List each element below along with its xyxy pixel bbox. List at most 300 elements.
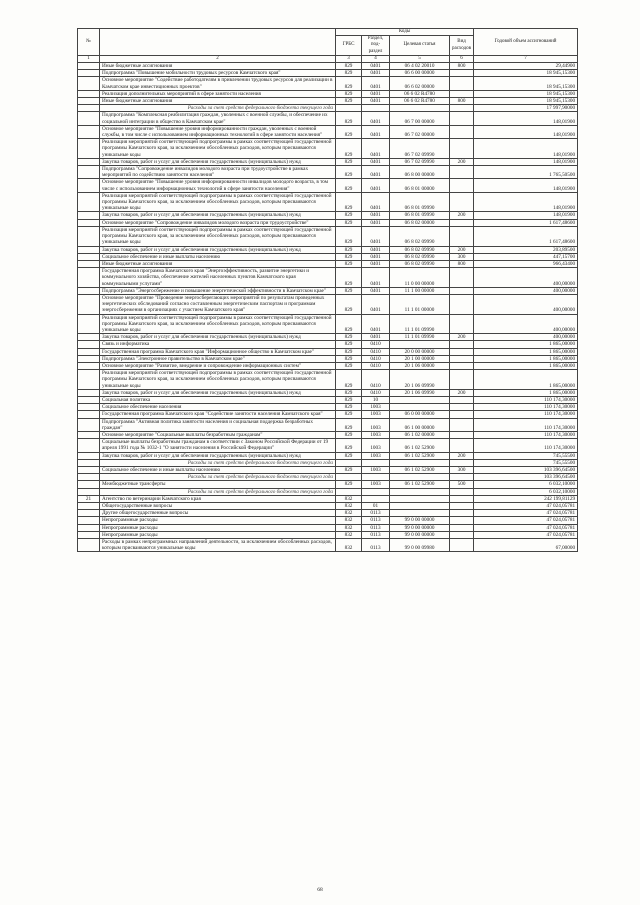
row-number-cell — [78, 246, 100, 253]
row-name-cell: Подпрограмма "Повышение мобильности трудовых ресурсов Камчатского края" — [100, 70, 336, 77]
row-vid-cell — [450, 431, 474, 438]
row-article-cell: 06 6 02 00000 — [390, 77, 450, 90]
row-grbs-cell: 829 — [336, 314, 362, 334]
header-total: Годовой объем ассигнований — [474, 29, 578, 56]
row-number-cell — [78, 524, 100, 531]
row-grbs-cell: 829 — [336, 192, 362, 212]
row-number-cell — [78, 314, 100, 334]
row-article-cell: 99 0 00 00000 — [390, 524, 450, 531]
row-grbs-cell: 829 — [336, 253, 362, 260]
row-amount-cell: 29,44900 — [474, 63, 578, 70]
row-name-cell: Подпрограмма "Комплексная реабилитация граждан, уволенных с военной службы, и обеспечение их социальной интеграции в общество в Камчатском крае" — [100, 112, 336, 125]
row-amount-cell: 47 024,05781 — [474, 503, 578, 510]
row-amount-cell: 745,55500 — [474, 459, 578, 466]
row-number-cell — [78, 517, 100, 524]
row-section-cell: 0401 — [362, 63, 390, 70]
row-grbs-cell: 829 — [336, 98, 362, 105]
row-grbs-cell: 832 — [336, 539, 362, 552]
row-name-cell: Социальная политика — [100, 396, 336, 403]
row-number-cell — [78, 370, 100, 390]
table-row — [78, 341, 578, 348]
row-grbs-cell: 829 — [336, 139, 362, 159]
row-name-cell: Закупка товаров, работ и услуг для обеспечения государственных (муниципальных) нужд — [100, 158, 336, 165]
row-vid-cell — [450, 396, 474, 403]
row-article-cell: 20 1 06 00000 — [390, 362, 450, 369]
table-row — [78, 77, 578, 90]
row-number-cell — [78, 439, 100, 452]
row-grbs-cell: 829 — [336, 418, 362, 431]
row-section-cell: 0410 — [362, 355, 390, 362]
row-vid-cell: 200 — [450, 212, 474, 219]
row-vid-cell — [450, 287, 474, 294]
row-number-cell: 21 — [78, 495, 100, 502]
row-article-cell — [390, 404, 450, 411]
row-number-cell — [78, 268, 100, 288]
row-section-cell: 0401 — [362, 314, 390, 334]
row-amount-cell: 47 024,05781 — [474, 531, 578, 538]
table-row — [78, 90, 578, 97]
row-article-cell: 06 7 02 09990 — [390, 139, 450, 159]
row-article-cell: 06 1 02 52900 — [390, 439, 450, 452]
row-name-cell: Подпрограмма "Активная политика занятости населения и социальная поддержка безработных граждан" — [100, 418, 336, 431]
table-row — [78, 370, 578, 390]
row-name-cell: Социальное обеспечение и иные выплаты населению — [100, 253, 336, 260]
row-amount-cell: 203,89500 — [474, 246, 578, 253]
row-number-cell — [78, 348, 100, 355]
row-name-cell: Основное мероприятие "Повышение уровня информированности граждан, уволенных с военной службы, в том числе с использованием информационных технологий в сфере занятости населения" — [100, 125, 336, 138]
row-number-cell — [78, 411, 100, 418]
row-name-cell: Основное мероприятие "Развитие, внедрение и сопровождение информационных систем" — [100, 362, 336, 369]
table-row — [78, 389, 578, 396]
table-row — [78, 125, 578, 138]
header-name — [100, 29, 336, 56]
row-amount-cell: 400,00000 — [474, 294, 578, 314]
table-row — [78, 260, 578, 267]
row-grbs-cell: 829 — [336, 467, 362, 474]
row-grbs-cell: 829 — [336, 90, 362, 97]
row-number-cell — [78, 539, 100, 552]
table-row — [78, 524, 578, 531]
table-row — [78, 452, 578, 459]
row-vid-cell — [450, 355, 474, 362]
table-row — [78, 226, 578, 246]
row-vid-cell — [450, 314, 474, 334]
row-name-cell: Непрограммные расходы — [100, 517, 336, 524]
row-number-cell — [78, 63, 100, 70]
row-section-cell: 0401 — [362, 212, 390, 219]
row-amount-cell: 103 396,64500 — [474, 467, 578, 474]
row-vid-cell — [450, 348, 474, 355]
row-section-cell: 0401 — [362, 268, 390, 288]
row-grbs-cell: 832 — [336, 531, 362, 538]
row-section-cell: 0401 — [362, 139, 390, 159]
row-amount-cell: 67,00000 — [474, 539, 578, 552]
row-article-cell: 06 1 02 52900 — [390, 481, 450, 488]
row-vid-cell — [450, 411, 474, 418]
row-name-cell: Непрограммные расходы — [100, 531, 336, 538]
row-number-cell — [78, 503, 100, 510]
row-grbs-cell: 829 — [336, 362, 362, 369]
row-amount-cell: 1 865,00000 — [474, 362, 578, 369]
table-row — [78, 411, 578, 418]
row-article-cell: 06 8 00 00000 — [390, 166, 450, 179]
row-section-cell: 0410 — [362, 389, 390, 396]
row-article-cell: 06 6 00 00000 — [390, 70, 450, 77]
row-amount-cell: 1 865,00000 — [474, 389, 578, 396]
row-number-cell — [78, 212, 100, 219]
row-section-cell: 0113 — [362, 510, 390, 517]
row-vid-cell — [450, 539, 474, 552]
row-vid-cell — [450, 341, 474, 348]
row-article-cell — [390, 488, 450, 495]
header-num: № — [78, 29, 100, 56]
row-amount-cell: 966,43400 — [474, 260, 578, 267]
row-amount-cell: 745,55500 — [474, 452, 578, 459]
row-section-cell: 0401 — [362, 260, 390, 267]
table-row — [78, 70, 578, 77]
index-cell: 7 — [474, 55, 578, 62]
row-name-cell: Агентство по ветеринарии Камчатского края — [100, 495, 336, 502]
row-section-cell: 1003 — [362, 439, 390, 452]
row-section-cell: 0401 — [362, 166, 390, 179]
row-article-cell: 06 8 02 09990 — [390, 246, 450, 253]
row-name-cell: Основное мероприятие "Содействие работодателям в привлечении трудовых ресурсов для реализации в Камчатском крае инвестиционных проектов" — [100, 77, 336, 90]
row-amount-cell: 1 865,00000 — [474, 355, 578, 362]
row-name-cell: Государственная программа Камчатского края "Энергоэффективность, развитие энергетики и коммунального хозяйства, обеспечение жителей населенных пунктов Камчатского края коммунальными услугами" — [100, 268, 336, 288]
table-row — [78, 431, 578, 438]
row-vid-cell — [450, 166, 474, 179]
table-row — [78, 481, 578, 488]
header-article: Целевая статья — [390, 36, 450, 56]
table-row — [78, 467, 578, 474]
table-row — [78, 212, 578, 219]
row-vid-cell: 300 — [450, 253, 474, 260]
row-vid-cell — [450, 362, 474, 369]
row-amount-cell: 6 032,10000 — [474, 488, 578, 495]
row-vid-cell: 200 — [450, 334, 474, 341]
row-amount-cell: 6 032,10000 — [474, 481, 578, 488]
row-section-cell: 0113 — [362, 517, 390, 524]
row-number-cell — [78, 260, 100, 267]
row-number-cell — [78, 70, 100, 77]
row-section-cell: 1003 — [362, 431, 390, 438]
row-article-cell: 06 8 01 09990 — [390, 192, 450, 212]
row-article-cell: 11 1 01 09990 — [390, 334, 450, 341]
row-grbs-cell: 829 — [336, 452, 362, 459]
row-amount-cell: 18 945,15300 — [474, 70, 578, 77]
row-number-cell — [78, 341, 100, 348]
row-vid-cell — [450, 404, 474, 411]
row-grbs-cell: 829 — [336, 63, 362, 70]
row-section-cell: 0401 — [362, 246, 390, 253]
row-grbs-cell: 829 — [336, 158, 362, 165]
header-codes: Коды — [336, 29, 474, 36]
row-number-cell — [78, 77, 100, 90]
row-amount-cell: 1 765,50500 — [474, 166, 578, 179]
row-vid-cell — [450, 90, 474, 97]
note-row — [78, 474, 578, 481]
row-section-cell — [362, 474, 390, 481]
row-article-cell: 06 8 02 09990 — [390, 260, 450, 267]
row-amount-cell: 400,00000 — [474, 268, 578, 288]
row-number-cell — [78, 418, 100, 431]
row-section-cell: 0410 — [362, 348, 390, 355]
table-row — [78, 253, 578, 260]
row-section-cell: 0401 — [362, 219, 390, 226]
row-grbs-cell: 829 — [336, 246, 362, 253]
row-section-cell: 0401 — [362, 70, 390, 77]
row-vid-cell — [450, 531, 474, 538]
row-name-cell: Социальное обеспечение населения — [100, 404, 336, 411]
row-section-cell: 0401 — [362, 125, 390, 138]
row-name-cell: Межбюджетные трансферты — [100, 481, 336, 488]
index-cell: 2 — [100, 55, 336, 62]
table-row — [78, 439, 578, 452]
row-grbs-cell — [336, 459, 362, 466]
row-number-cell — [78, 105, 100, 112]
note-row — [78, 488, 578, 495]
table-row — [78, 348, 578, 355]
row-vid-cell: 300 — [450, 467, 474, 474]
row-article-cell — [390, 510, 450, 517]
row-vid-cell — [450, 510, 474, 517]
table-row — [78, 531, 578, 538]
row-amount-cell: 1 865,00000 — [474, 348, 578, 355]
row-vid-cell — [450, 495, 474, 502]
row-name-cell: Закупка товаров, работ и услуг для обеспечения государственных (муниципальных) нужд — [100, 246, 336, 253]
table-row — [78, 503, 578, 510]
row-name-cell: Подпрограмма "Энергосбережение и повышение энергетической эффективности в Камчатском крае" — [100, 287, 336, 294]
row-section-cell: 0113 — [362, 524, 390, 531]
row-article-cell: 20 1 00 00000 — [390, 355, 450, 362]
row-number-cell — [78, 158, 100, 165]
table-row — [78, 539, 578, 552]
header-vid: Вид расходов — [450, 36, 474, 56]
row-name-cell: Другие общегосударственные вопросы — [100, 510, 336, 517]
budget-table — [77, 28, 578, 552]
row-number-cell — [78, 334, 100, 341]
table-row — [78, 98, 578, 105]
row-article-cell — [390, 396, 450, 403]
row-section-cell: 0401 — [362, 294, 390, 314]
row-article-cell — [390, 459, 450, 466]
table-row — [78, 294, 578, 314]
row-grbs-cell: 829 — [336, 268, 362, 288]
row-name-cell: Основное мероприятие "Сопровождение инвалидов молодого возраста при трудоустройстве" — [100, 219, 336, 226]
row-article-cell: 06 8 02 09990 — [390, 253, 450, 260]
table-row — [78, 314, 578, 334]
row-amount-cell: 400,00000 — [474, 287, 578, 294]
row-vid-cell — [450, 105, 474, 112]
row-section-cell: 0401 — [362, 192, 390, 212]
row-section-cell: 1003 — [362, 404, 390, 411]
row-section-cell: 0401 — [362, 77, 390, 90]
row-vid-cell — [450, 219, 474, 226]
row-number-cell — [78, 98, 100, 105]
row-number-cell — [78, 459, 100, 466]
row-grbs-cell: 829 — [336, 212, 362, 219]
row-name-cell: Расходы за счет средств федерального бюджета текущего года — [100, 105, 336, 112]
row-article-cell — [390, 495, 450, 502]
row-article-cell: 06 1 02 52900 — [390, 467, 450, 474]
row-grbs-cell — [336, 488, 362, 495]
row-vid-cell — [450, 488, 474, 495]
row-article-cell — [390, 474, 450, 481]
row-name-cell: Закупка товаров, работ и услуг для обеспечения государственных (муниципальных) нужд — [100, 452, 336, 459]
row-section-cell: 1003 — [362, 418, 390, 431]
table-row — [78, 179, 578, 192]
row-name-cell: Иные бюджетные ассигнования — [100, 63, 336, 70]
table-row — [78, 158, 578, 165]
row-vid-cell: 800 — [450, 260, 474, 267]
row-section-cell: 0401 — [362, 179, 390, 192]
row-grbs-cell: 829 — [336, 481, 362, 488]
row-article-cell: 06 6 02 R4780 — [390, 90, 450, 97]
row-vid-cell — [450, 226, 474, 246]
row-article-cell: 06 1 02 52900 — [390, 452, 450, 459]
row-number-cell — [78, 355, 100, 362]
row-number-cell — [78, 294, 100, 314]
row-number-cell — [78, 219, 100, 226]
table-row — [78, 362, 578, 369]
row-amount-cell: 148,01900 — [474, 158, 578, 165]
row-vid-cell — [450, 125, 474, 138]
row-vid-cell: 200 — [450, 452, 474, 459]
row-name-cell: Связь и информатика — [100, 341, 336, 348]
row-grbs-cell: 829 — [336, 355, 362, 362]
row-article-cell: 06 4 02 20010 — [390, 63, 450, 70]
row-amount-cell: 47 024,05781 — [474, 510, 578, 517]
row-vid-cell: 800 — [450, 63, 474, 70]
row-article-cell: 06 7 02 09990 — [390, 158, 450, 165]
row-number-cell — [78, 404, 100, 411]
table-row — [78, 510, 578, 517]
row-name-cell: Расходы за счет средств федерального бюджета текущего года — [100, 488, 336, 495]
row-section-cell: 1003 — [362, 481, 390, 488]
row-vid-cell — [450, 439, 474, 452]
row-article-cell: 20 1 06 09990 — [390, 389, 450, 396]
row-name-cell: Подпрограмма "Электронное правительство в Камчатском крае" — [100, 355, 336, 362]
row-number-cell — [78, 90, 100, 97]
row-amount-cell: 148,01900 — [474, 179, 578, 192]
row-vid-cell — [450, 139, 474, 159]
row-name-cell: Закупка товаров, работ и услуг для обеспечения государственных (муниципальных) нужд — [100, 334, 336, 341]
row-name-cell: Основное мероприятие "Повышение уровня информированности инвалидов молодого возраста, в том числе с использованием информационных технологий в сфере занятости населения" — [100, 179, 336, 192]
row-vid-cell — [450, 192, 474, 212]
row-article-cell: 06 1 00 00000 — [390, 418, 450, 431]
row-section-cell: 0401 — [362, 226, 390, 246]
row-grbs-cell: 829 — [336, 166, 362, 179]
note-row — [78, 459, 578, 466]
row-article-cell: 06 8 02 09990 — [390, 226, 450, 246]
row-name-cell: Реализация мероприятий соответствующей подпрограммы в рамках соответствующей государственной программы Камчатского края, за исключением обособленных расходов, которым присваиваются уникальные коды — [100, 226, 336, 246]
row-grbs-cell: 829 — [336, 404, 362, 411]
row-name-cell: Реализация дополнительных мероприятий в сфере занятости населения — [100, 90, 336, 97]
row-vid-cell — [450, 294, 474, 314]
row-number-cell — [78, 431, 100, 438]
row-section-cell: 0401 — [362, 158, 390, 165]
row-name-cell: Государственная программа Камчатского края "Содействие занятости населения Камчатского края" — [100, 411, 336, 418]
row-number-cell — [78, 481, 100, 488]
row-article-cell: 99 0 00 00000 — [390, 531, 450, 538]
row-section-cell — [362, 488, 390, 495]
row-name-cell: Расходы за счет средств федерального бюджета текущего года — [100, 474, 336, 481]
row-article-cell: 20 1 06 09990 — [390, 370, 450, 390]
row-amount-cell: 148,01900 — [474, 125, 578, 138]
row-number-cell — [78, 226, 100, 246]
row-section-cell: 0401 — [362, 112, 390, 125]
table-row — [78, 63, 578, 70]
header-section: Раздел, под-раздел — [362, 36, 390, 56]
row-vid-cell — [450, 503, 474, 510]
row-grbs-cell: 832 — [336, 517, 362, 524]
row-number-cell — [78, 488, 100, 495]
row-section-cell: 01 — [362, 503, 390, 510]
row-article-cell: 11 0 00 00000 — [390, 268, 450, 288]
index-cell: 1 — [78, 55, 100, 62]
row-number-cell — [78, 287, 100, 294]
row-number-cell — [78, 179, 100, 192]
row-amount-cell: 148,01900 — [474, 112, 578, 125]
row-amount-cell: 110 174,30000 — [474, 418, 578, 431]
row-section-cell: 0410 — [362, 370, 390, 390]
row-amount-cell: 47 024,05781 — [474, 517, 578, 524]
row-vid-cell: 800 — [450, 98, 474, 105]
row-vid-cell — [450, 70, 474, 77]
row-article-cell: 06 8 02 00000 — [390, 219, 450, 226]
row-name-cell: Социальные выплаты безработным гражданам в соответствии с Законом Российской Федерации от 19 апреля 1991 года № 1032-1 "О занятости населения в Российской Федерации" — [100, 439, 336, 452]
row-section-cell: 0401 — [362, 253, 390, 260]
table-row — [78, 418, 578, 431]
table-row — [78, 287, 578, 294]
row-vid-cell: 200 — [450, 246, 474, 253]
row-number-cell — [78, 531, 100, 538]
row-section-cell: 0410 — [362, 341, 390, 348]
row-grbs-cell: 829 — [336, 294, 362, 314]
row-vid-cell — [450, 418, 474, 431]
row-section-cell: 10 — [362, 396, 390, 403]
row-name-cell: Государственная программа Камчатского края "Информационное общество в Камчатском крае" — [100, 348, 336, 355]
table-row — [78, 495, 578, 502]
row-name-cell: Реализация мероприятий соответствующей подпрограммы в рамках соответствующей государственной программы Камчатского края, за исключением обособленных расходов, которым присваиваются уникальные коды — [100, 139, 336, 159]
row-vid-cell: 500 — [450, 481, 474, 488]
row-amount-cell: 148,01900 — [474, 212, 578, 219]
row-article-cell: 06 0 00 00000 — [390, 411, 450, 418]
row-number-cell — [78, 389, 100, 396]
row-name-cell: Подпрограмма "Сопровождение инвалидов молодого возраста при трудоустройстве в рамках мероприятий по содействию занятости населения" — [100, 166, 336, 179]
row-grbs-cell: 829 — [336, 396, 362, 403]
header-grbs: ГРБС — [336, 36, 362, 56]
row-number-cell — [78, 474, 100, 481]
row-vid-cell — [450, 370, 474, 390]
row-article-cell — [390, 503, 450, 510]
row-section-cell: 1003 — [362, 467, 390, 474]
row-amount-cell: 110 174,30000 — [474, 396, 578, 403]
row-section-cell — [362, 105, 390, 112]
row-amount-cell: 400,00000 — [474, 314, 578, 334]
row-name-cell: Социальное обеспечение и иные выплаты населению — [100, 467, 336, 474]
index-cell: 4 — [362, 55, 390, 62]
row-number-cell — [78, 166, 100, 179]
row-article-cell: 06 7 02 00000 — [390, 125, 450, 138]
row-article-cell: 06 6 02 R4780 — [390, 98, 450, 105]
row-grbs-cell: 829 — [336, 219, 362, 226]
table-row — [78, 192, 578, 212]
row-name-cell: Закупка товаров, работ и услуг для обеспечения государственных (муниципальных) нужд — [100, 212, 336, 219]
row-section-cell: 0113 — [362, 539, 390, 552]
row-amount-cell: 1 617,48600 — [474, 219, 578, 226]
table-row — [78, 355, 578, 362]
